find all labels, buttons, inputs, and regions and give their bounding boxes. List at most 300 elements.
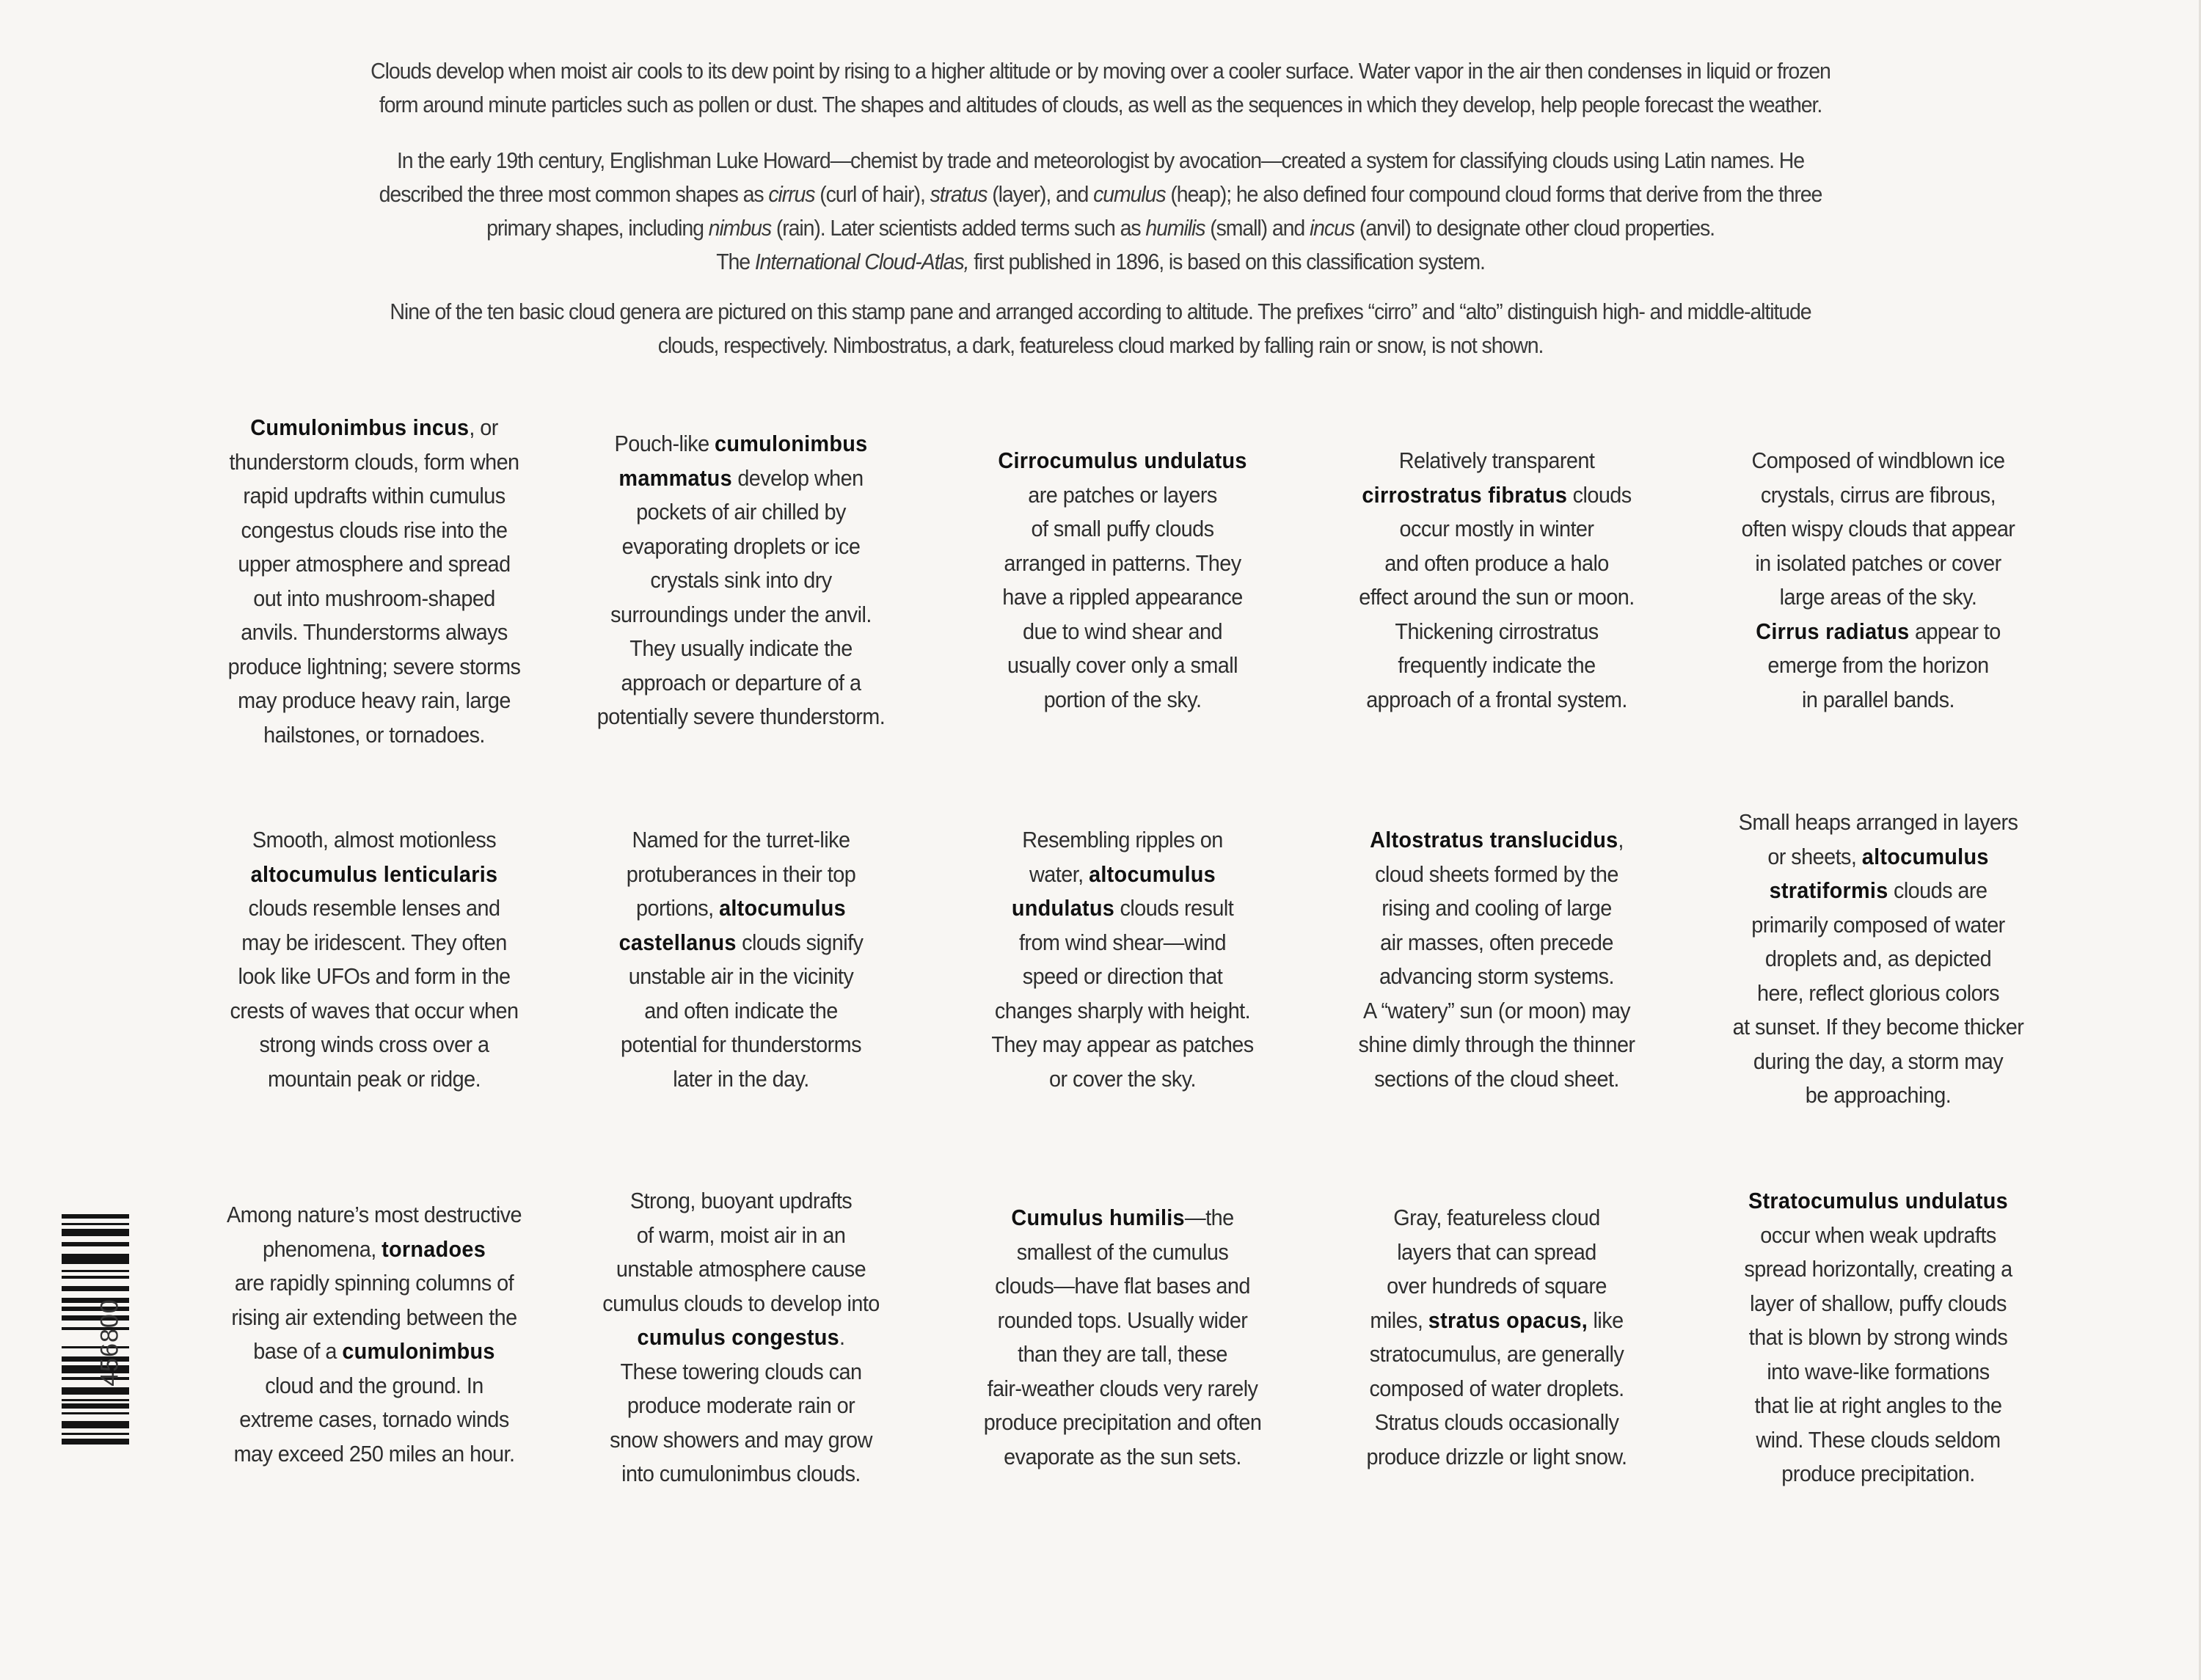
text-run: upper atmosphere and spread (238, 551, 511, 577)
text-run: clouds are (1888, 877, 1988, 903)
text-run: from wind shear—wind (1018, 929, 1227, 955)
text-run: approach or departure of a (621, 669, 861, 695)
text-line (580, 495, 901, 530)
text-line (213, 445, 534, 480)
intro-paragraph-stamp-pane (291, 295, 1910, 362)
text-line (962, 858, 1282, 892)
barcode-bar (62, 1229, 129, 1236)
cloud-name-bold: Stratocumulus undulatus (1748, 1188, 2008, 1213)
text-line (1718, 1045, 2038, 1079)
text-run: extreme cases, tornado winds (239, 1406, 509, 1432)
text-run: , or (469, 414, 498, 440)
text-line (580, 858, 901, 892)
text-run: may exceed 250 miles an hour. (233, 1440, 515, 1467)
text-run: first published in 1896, is based on this classification system. (968, 249, 1485, 274)
text-line (580, 1184, 901, 1219)
cloud-name-bold: cumulonimbus (342, 1338, 495, 1364)
text-line (1336, 580, 1657, 615)
text-run: or sheets, (1767, 843, 1862, 869)
cloud-description-cumulus-congestus (580, 1184, 901, 1491)
text-run: Composed of windblown ice (1751, 448, 2005, 473)
text-line (291, 211, 1910, 245)
text-run: may be iridescent. They often (241, 929, 507, 955)
text-run: droplets and, as depicted (1764, 946, 1992, 971)
cloud-name-bold: mammatus (618, 464, 732, 491)
text-line (213, 547, 534, 582)
text-run: clouds (1567, 481, 1632, 508)
barcode-bar (62, 1439, 129, 1445)
text-line (580, 1252, 901, 1287)
text-run: rising air extending between the (231, 1304, 517, 1330)
text-line (580, 563, 901, 598)
text-run: composed of water droplets. (1369, 1375, 1624, 1401)
text-line (580, 530, 901, 564)
text-line (962, 1028, 1282, 1062)
cloud-name-bold: cumulus congestus (637, 1324, 840, 1350)
text-line (580, 1389, 901, 1423)
cloud-name-bold: altocumulus (1861, 843, 1989, 869)
text-line (962, 1337, 1282, 1372)
text-run: cloud sheets formed by the (1375, 861, 1618, 887)
barcode-bar (62, 1270, 129, 1272)
text-line (213, 1301, 534, 1335)
text-run: phenomena, (262, 1235, 382, 1262)
text-line (213, 891, 534, 926)
text-line (1718, 1389, 2038, 1423)
text-line (962, 512, 1282, 547)
text-run: thunderstorm clouds, form when (229, 448, 519, 475)
text-run: primarily composed of water (1751, 911, 2005, 938)
text-run: or cover the sky. (1049, 1065, 1196, 1092)
text-line (962, 891, 1282, 926)
text-run: form around minute particles such as pollen or dust. The shapes and altitudes of clouds, as well as the sequences in which they develop, help people forecast the weather. (379, 92, 1822, 117)
text-line (1336, 1235, 1657, 1270)
text-line (213, 1266, 534, 1301)
text-run: of small puffy clouds (1031, 516, 1214, 541)
text-run: evaporate as the sun sets. (1004, 1443, 1241, 1469)
text-run: and often indicate the (644, 997, 838, 1023)
text-run: , (1618, 827, 1624, 852)
text-run: crystals, cirrus are fibrous, (1760, 481, 1996, 508)
text-line (291, 54, 1910, 88)
text-line (213, 650, 534, 684)
text-run: anvils. Thunderstorms always (241, 619, 508, 645)
text-line (1336, 683, 1657, 717)
text-run: base of a (253, 1338, 343, 1364)
text-run: produce drizzle or light snow. (1366, 1443, 1627, 1469)
text-line (213, 1437, 534, 1472)
text-run: fair-weather clouds very rarely (987, 1375, 1258, 1401)
italic-term: cirrus (768, 181, 815, 207)
text-line (1718, 547, 2038, 581)
italic-term: cumulus (1093, 181, 1166, 207)
text-run: develop when (731, 464, 864, 491)
text-line (213, 616, 534, 650)
barcode-bar (62, 1403, 129, 1409)
text-run: Thickening cirrostratus (1395, 618, 1599, 644)
text-run: portion of the sky. (1043, 686, 1202, 712)
text-line (1336, 823, 1657, 858)
text-line (1718, 840, 2038, 874)
text-line (962, 1406, 1282, 1440)
text-line (1718, 908, 2038, 943)
text-run: Nine of the ten basic cloud genera are pictured on this stamp pane and arranged according to altitude. The prefixes “cirro” and “alto” distinguish high- and middle-altitude (390, 299, 1811, 324)
text-run: Relatively transparent (1398, 448, 1595, 473)
text-line (1718, 806, 2038, 840)
text-line (580, 427, 901, 461)
cloud-description-cumulonimbus-incus (213, 411, 534, 752)
text-line (962, 960, 1282, 994)
text-line (1336, 478, 1657, 513)
text-run: The (716, 249, 755, 274)
text-line (1336, 649, 1657, 683)
text-run: during the day, a storm may (1753, 1048, 2004, 1074)
barcode-bar (62, 1214, 129, 1219)
text-line (1718, 478, 2038, 513)
text-line (1336, 1201, 1657, 1235)
barcode-bar (62, 1387, 129, 1395)
text-run: usually cover only a small (1007, 652, 1238, 678)
text-line (962, 478, 1282, 513)
text-line (291, 295, 1910, 329)
text-run: are rapidly spinning columns of (234, 1270, 514, 1296)
text-run: smallest of the cumulus (1016, 1238, 1229, 1265)
text-line (1336, 1028, 1657, 1062)
text-run: potential for thunderstorms (621, 1031, 861, 1057)
text-run: Gray, featureless cloud (1393, 1205, 1600, 1230)
text-line (580, 1355, 901, 1389)
text-line (1336, 1269, 1657, 1304)
cloud-name-bold: Cumulonimbus incus (250, 414, 470, 440)
text-line (580, 823, 901, 858)
text-run: (curl of hair), (814, 181, 930, 207)
cloud-description-cirrostratus-fibratus (1336, 444, 1657, 717)
text-line (580, 1062, 901, 1097)
text-line (962, 615, 1282, 649)
text-run: clouds, respectively. Nimbostratus, a dark, featureless cloud marked by falling rain or snow, is not shown. (657, 332, 1544, 358)
text-run: rising and cooling of large (1381, 895, 1612, 921)
text-run: sections of the cloud sheet. (1374, 1065, 1619, 1092)
italic-term: humilis (1145, 215, 1205, 241)
text-line (962, 1235, 1282, 1270)
text-line (1336, 1406, 1657, 1440)
text-line (962, 1440, 1282, 1475)
text-line (291, 144, 1910, 178)
text-run: here, reflect glorious colors (1757, 979, 1999, 1006)
text-line (1718, 580, 2038, 615)
text-run: due to wind shear and (1023, 618, 1222, 644)
text-line (213, 479, 534, 514)
text-run: than they are tall, these (1018, 1341, 1227, 1367)
text-run: —the (1184, 1205, 1234, 1230)
barcode-bar (62, 1412, 129, 1414)
cloud-description-altocumulus-lenticularis (213, 823, 534, 1096)
text-line (962, 444, 1282, 478)
text-line (1336, 891, 1657, 926)
italic-term: International Cloud-Atlas, (754, 249, 969, 274)
text-run: speed or direction that (1022, 963, 1223, 989)
text-run: (small) and (1205, 215, 1310, 241)
text-line (1718, 615, 2038, 649)
text-line (1718, 1287, 2038, 1321)
text-run: mountain peak or ridge. (267, 1065, 481, 1092)
text-run: (heap); he also defined four compound cloud forms that derive from the three (1165, 181, 1822, 207)
text-run: unstable atmosphere cause (616, 1256, 866, 1282)
cloud-description-stratocumulus-undulatus (1718, 1184, 2038, 1491)
text-run: (layer), and (987, 181, 1094, 207)
text-line (1718, 1423, 2038, 1458)
text-line (1718, 1010, 2038, 1045)
text-line (1718, 1252, 2038, 1287)
text-line (580, 461, 901, 496)
text-line (962, 823, 1282, 858)
text-line (291, 88, 1910, 122)
text-run: congestus clouds rise into the (241, 516, 508, 543)
text-line (962, 1304, 1282, 1338)
text-line (580, 960, 901, 994)
text-line (213, 1198, 534, 1232)
barcode-bar (62, 1286, 129, 1291)
text-run: crests of waves that occur when (230, 997, 519, 1023)
text-line (1336, 994, 1657, 1029)
text-run: spread horizontally, creating a (1744, 1256, 2012, 1282)
text-line (1336, 926, 1657, 960)
text-line (213, 411, 534, 445)
text-run: over hundreds of square (1387, 1273, 1607, 1299)
text-run: occur mostly in winter (1399, 516, 1594, 541)
text-run: that is blown by strong winds (1748, 1324, 2008, 1350)
text-run: air masses, often precede (1380, 929, 1613, 955)
text-line (1718, 683, 2038, 717)
text-run: approach of a frontal system. (1366, 686, 1627, 712)
cloud-description-stratus-opacus (1336, 1201, 1657, 1474)
text-line (213, 1232, 534, 1267)
text-run: and often produce a halo (1384, 549, 1609, 576)
text-line (1718, 1355, 2038, 1389)
barcode-bar (62, 1399, 129, 1401)
text-line (1718, 874, 2038, 908)
text-run: surroundings under the anvil. (610, 601, 872, 627)
text-run: These towering clouds can (620, 1358, 862, 1384)
text-run: in isolated patches or cover (1755, 549, 2001, 576)
text-line (213, 1334, 534, 1369)
text-line (213, 858, 534, 892)
text-run: clouds—have flat bases and (995, 1273, 1250, 1299)
text-run: described the three most common shapes as (379, 181, 769, 207)
text-run: layer of shallow, puffy clouds (1750, 1290, 2007, 1316)
text-line (580, 598, 901, 632)
cloud-name-bold: castellanus (618, 929, 737, 955)
text-run: cumulus clouds to develop into (602, 1290, 880, 1316)
text-run: appear to (1909, 618, 2001, 644)
text-run: may produce heavy rain, large (238, 687, 511, 713)
intro-paragraph-luke-howard (291, 144, 1910, 279)
text-run: produce lightning; severe storms (227, 653, 521, 679)
text-line (580, 632, 901, 666)
text-line (1336, 1337, 1657, 1372)
text-run: Strong, buoyant updrafts (629, 1188, 853, 1213)
text-run: occur when weak updrafts (1760, 1221, 1996, 1248)
text-run: Pouch-like (614, 431, 715, 456)
barcode-bar (62, 1242, 129, 1246)
text-line (1718, 512, 2038, 547)
text-run: snow showers and may grow (610, 1426, 872, 1453)
cloud-description-tornadoes (213, 1198, 534, 1471)
text-run: Among nature’s most destructive (226, 1202, 522, 1227)
barcode-bar (62, 1421, 129, 1428)
italic-term: nimbus (708, 215, 771, 241)
cloud-name-bold: altocumulus (719, 895, 846, 921)
text-line (1336, 1372, 1657, 1406)
text-line (1336, 960, 1657, 994)
text-run: potentially severe thunderstorm. (596, 704, 886, 729)
text-run: often wispy clouds that appear (1741, 516, 2015, 541)
text-line (1718, 1457, 2038, 1491)
text-run: produce precipitation. (1781, 1461, 1975, 1486)
text-run: changes sharply with height. (994, 997, 1251, 1023)
cloud-name-bold: Cirrocumulus undulatus (998, 448, 1247, 473)
text-run: Stratus clouds occasionally (1374, 1409, 1619, 1435)
text-line (580, 926, 901, 960)
text-run: at sunset. If they become thicker (1732, 1014, 2024, 1040)
cloud-name-bold: Altostratus translucidus (1370, 827, 1618, 852)
text-run: protuberances in their top (626, 861, 856, 887)
text-run: miles, (1370, 1307, 1428, 1333)
text-line (1336, 547, 1657, 581)
text-run: Small heaps arranged in layers (1738, 809, 2018, 835)
cloud-description-altostratus-translucidus (1336, 823, 1657, 1096)
cloud-description-cumulonimbus-mammatus (580, 427, 901, 734)
cloud-name-bold: stratus opacus, (1428, 1307, 1588, 1333)
text-run: produce precipitation and often (983, 1409, 1262, 1435)
text-run: Named for the turret-like (632, 827, 850, 852)
text-run: cloud and the ground. In (265, 1372, 483, 1398)
text-line (580, 994, 901, 1029)
text-run: later in the day. (673, 1065, 809, 1092)
text-run: They usually indicate the (629, 635, 853, 661)
italic-term: stratus (930, 181, 988, 207)
text-line (962, 1269, 1282, 1304)
cloud-name-bold: Cumulus humilis (1011, 1205, 1185, 1230)
text-line (1336, 444, 1657, 478)
text-line (1718, 444, 2038, 478)
cloud-description-altocumulus-castellanus (580, 823, 901, 1096)
text-run: are patches or layers (1028, 481, 1217, 508)
text-run: frequently indicate the (1398, 652, 1596, 678)
text-line (213, 823, 534, 858)
text-run: that lie at right angles to the (1754, 1392, 2002, 1418)
barcode-bar (62, 1433, 129, 1435)
text-line (1718, 942, 2038, 976)
text-run: of warm, moist air in an (636, 1221, 846, 1248)
text-line (580, 1028, 901, 1062)
text-line (213, 1369, 534, 1403)
text-run: clouds result (1114, 895, 1234, 921)
text-run: stratocumulus, are generally (1369, 1341, 1624, 1367)
text-run: (anvil) to designate other cloud properties. (1354, 215, 1715, 241)
text-run: into wave-like formations (1767, 1358, 1990, 1384)
text-run: portions, (636, 895, 720, 921)
text-line (962, 1201, 1282, 1235)
text-run: arranged in patterns. They (1004, 549, 1241, 576)
text-line (1336, 512, 1657, 547)
text-line (213, 582, 534, 616)
text-line (1336, 1304, 1657, 1338)
cloud-name-bold: Cirrus radiatus (1756, 618, 1910, 644)
cloud-description-cumulus-humilis (962, 1201, 1282, 1474)
text-run: have a rippled appearance (1002, 584, 1243, 610)
cloud-description-cirrocumulus-undulatus (962, 444, 1282, 717)
text-run: in parallel bands. (1802, 686, 1954, 712)
text-line (213, 1403, 534, 1437)
text-run: emerge from the horizon (1767, 652, 1989, 678)
text-run: primary shapes, including (486, 215, 709, 241)
text-run: advancing storm systems. (1379, 963, 1614, 989)
text-line (580, 666, 901, 701)
text-line (580, 700, 901, 734)
text-line (213, 926, 534, 960)
text-run: rounded tops. Usually wider (997, 1307, 1248, 1333)
text-line (213, 514, 534, 548)
text-line (1718, 976, 2038, 1011)
intro-paragraph-cloud-formation (291, 54, 1910, 122)
text-run: . (839, 1324, 845, 1350)
text-line (213, 1062, 534, 1097)
text-line (291, 329, 1910, 362)
barcode-bar (62, 1276, 129, 1279)
text-run: water, (1029, 861, 1089, 887)
text-line (1336, 1440, 1657, 1475)
text-line (213, 718, 534, 753)
text-run: wind. These clouds seldom (1756, 1426, 2001, 1453)
cloud-description-altocumulus-stratiformis (1718, 806, 2038, 1113)
cloud-name-bold: tornadoes (382, 1235, 486, 1262)
cloud-name-bold: altocumulus (1089, 861, 1216, 887)
text-line (580, 1321, 901, 1355)
cloud-name-bold: altocumulus lenticularis (250, 861, 498, 887)
text-line (580, 1423, 901, 1458)
text-run: A “watery” sun (or moon) may (1362, 997, 1631, 1023)
text-run: hailstones, or tornadoes. (263, 721, 485, 748)
text-line (962, 994, 1282, 1029)
text-run: evaporating droplets or ice (621, 533, 861, 559)
text-run: be approaching. (1805, 1082, 1952, 1108)
text-line (962, 580, 1282, 615)
text-run: shine dimly through the thinner (1358, 1031, 1635, 1057)
text-run: Clouds develop when moist air cools to its dew point by rising to a higher altitude or by moving over a cooler surface. Water vapor in the air then condenses in liquid or frozen (371, 58, 1830, 84)
text-line (580, 891, 901, 926)
text-line (580, 1457, 901, 1491)
text-line (962, 1372, 1282, 1406)
text-line (580, 1287, 901, 1321)
text-run: Resembling ripples on (1022, 827, 1223, 852)
text-line (962, 649, 1282, 683)
cloud-name-bold: cirrostratus fibratus (1362, 481, 1568, 508)
text-run: They may appear as patches (991, 1031, 1254, 1057)
cloud-description-altocumulus-undulatus (962, 823, 1282, 1096)
text-line (962, 683, 1282, 717)
text-line (580, 1219, 901, 1253)
text-run: clouds signify (736, 929, 864, 955)
text-run: (rain). Later scientists added terms such as (770, 215, 1146, 241)
text-line (291, 245, 1910, 279)
cloud-name-bold: undulatus (1011, 895, 1115, 921)
text-run: produce moderate rain or (627, 1392, 855, 1418)
text-run: Smooth, almost motionless (252, 827, 497, 852)
text-line (962, 1062, 1282, 1097)
text-line (213, 684, 534, 718)
text-run: crystals sink into dry (650, 567, 832, 593)
